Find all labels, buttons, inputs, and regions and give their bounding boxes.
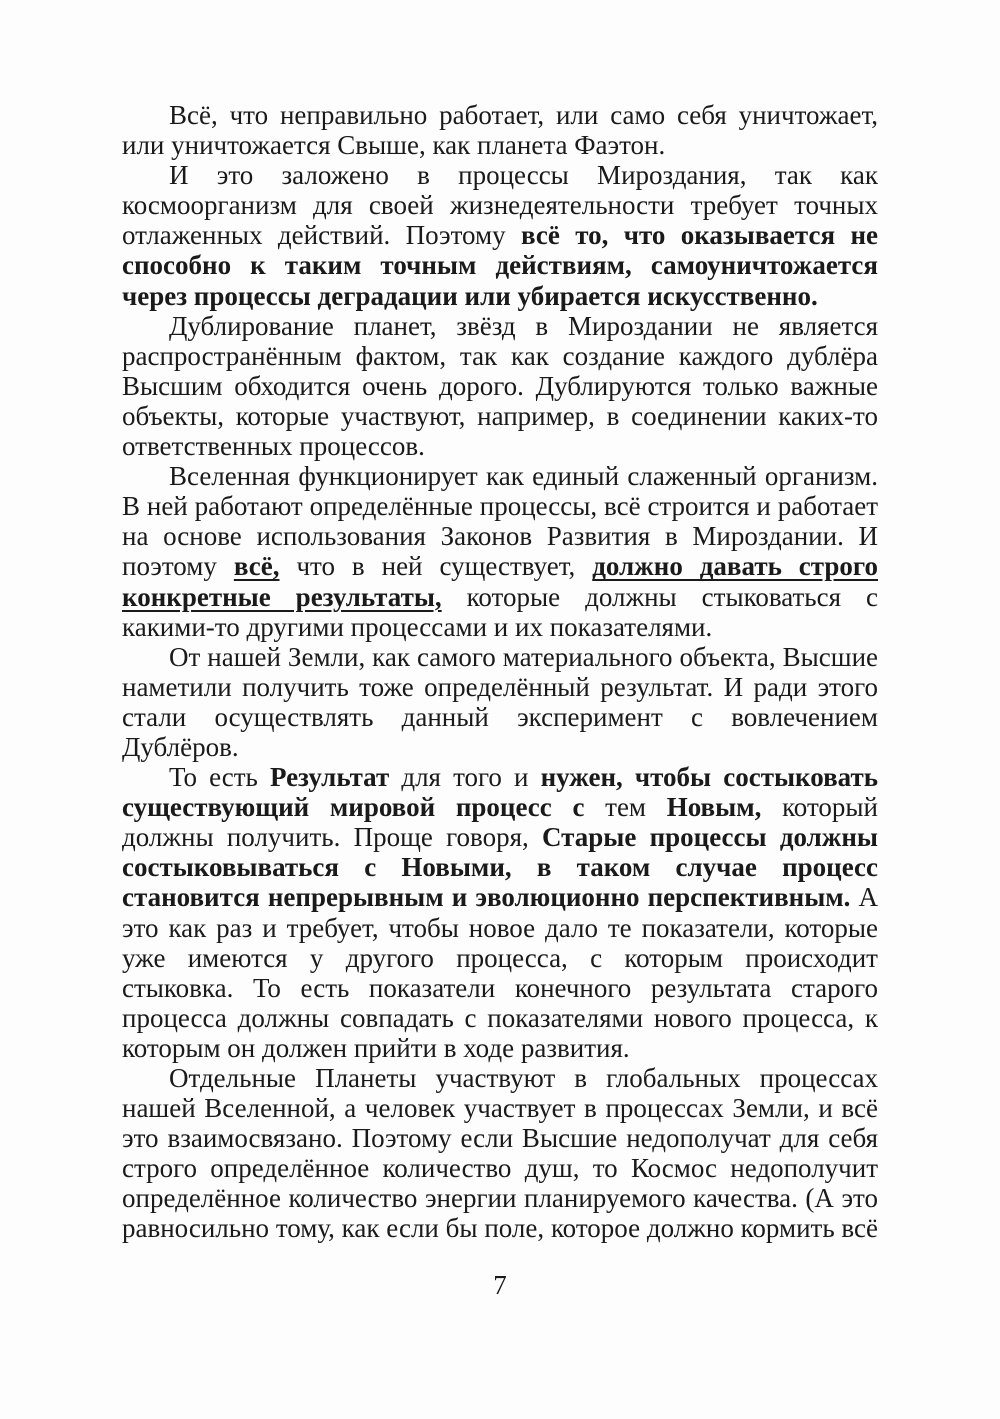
body-text: которые должны стыковаться с [441, 581, 878, 612]
body-text: это взаимосвязано. Поэтому если Высшие недополучат для себя [122, 1123, 878, 1154]
body-text: ответственных процессов. [122, 431, 425, 462]
body-text: или уничтожается Свыше, как планета Фаэтон. [122, 130, 666, 161]
body-text: равносильно тому, как если бы поле, которое должно кормить всё [122, 1213, 878, 1244]
paragraph [122, 1063, 878, 1244]
text-line [122, 1123, 878, 1153]
text-line [122, 882, 878, 912]
page-number: 7 [493, 1269, 507, 1300]
body-text: То есть [169, 762, 270, 793]
text-line [122, 431, 878, 461]
body-text: Высшим обходится очень дорого. Дублируются только важные [122, 370, 878, 401]
body-text: объекты, которые участвуют, например, в соединении каких-то [122, 400, 878, 431]
text-line [122, 401, 878, 431]
emphasized-text: Результат [269, 762, 390, 793]
text-line [122, 852, 878, 882]
text-line [122, 100, 878, 130]
text-line [122, 190, 878, 220]
text-line [122, 612, 878, 642]
text-line [122, 551, 878, 581]
text-line [122, 250, 878, 280]
text-line [122, 1183, 878, 1213]
body-text: В ней работают определённые процессы, всё строится и работает [122, 491, 878, 522]
emphasized-text: конкретные результаты, [122, 581, 442, 612]
text-line [122, 702, 878, 732]
body-text: космоорганизм для своей жизнедеятельности требует точных [122, 190, 878, 221]
body-text: процесса должны совпадать с показателями нового процесса, к [122, 1002, 878, 1033]
body-text: Дублёров. [122, 731, 239, 762]
text-line [122, 792, 878, 822]
body-text: Отдельные Планеты участвуют в глобальных процессах [169, 1063, 878, 1093]
emphasized-text: состыковываться с Новыми, в таком случае процесс [122, 852, 878, 883]
body-text: строго определённое количество душ, то Космос недополучит [122, 1153, 878, 1184]
text-line [122, 762, 878, 792]
text-line [122, 521, 878, 551]
text-line [122, 1003, 878, 1033]
text-line [122, 1063, 878, 1093]
text-line [122, 160, 878, 190]
paragraph [122, 311, 878, 461]
text-line [122, 341, 878, 371]
body-text: для того и [389, 762, 541, 793]
text-line [122, 1213, 878, 1243]
emphasized-text: через процессы деградации или убирается искусственно. [122, 280, 818, 311]
body-text: определённое количество энергии планируемого качества. (А это [122, 1183, 878, 1214]
text-line [122, 220, 878, 250]
body-text: это как раз и требует, чтобы новое дало те показатели, которые [122, 912, 878, 943]
body-text: которым он должен прийти в ходе развития. [122, 1032, 630, 1063]
text-line [122, 582, 878, 612]
text-line [122, 943, 878, 973]
body-text: поэтому [122, 551, 234, 582]
text-line [122, 1093, 878, 1123]
body-text: наметили получить тоже определённый результат. И ради этого [122, 671, 878, 702]
emphasized-text: Старые процессы должны [542, 822, 878, 853]
emphasized-text: всё, [233, 551, 280, 582]
body-text: который [761, 792, 878, 823]
body-text: тем [584, 792, 667, 823]
text-line [122, 461, 878, 491]
emphasized-text: должно давать строго [592, 551, 878, 582]
emphasized-text: нужен, чтобы состыковать [540, 762, 878, 793]
body-text: распространённым фактом, так как создание каждого дублёра [122, 340, 878, 371]
text-line [122, 130, 878, 160]
body-text: стали осуществлять данный эксперимент с вовлечением [122, 701, 878, 732]
text-line [122, 1153, 878, 1183]
text-line [122, 491, 878, 521]
text-line [122, 672, 878, 702]
text-line [122, 642, 878, 672]
body-text: отлаженных действий. Поэтому [122, 220, 521, 251]
body-text: Дублирование планет, звёзд в Мироздании не является [169, 310, 878, 341]
body-text: что в ней существует, [279, 551, 593, 582]
body-text: какими-то другими процессами и их показателями. [122, 611, 713, 642]
emphasized-text: становится непрерывным и эволюционно перспективным. [122, 882, 851, 913]
emphasized-text: Новым, [666, 792, 762, 823]
text-line [122, 973, 878, 1003]
paragraph [122, 762, 878, 1063]
body-text: нашей Вселенной, а человек участвует в процессах Земли, и всё [122, 1093, 878, 1124]
text-line [122, 371, 878, 401]
body-text: И это заложено в процессы Мироздания, так как [169, 160, 878, 191]
text-line [122, 732, 878, 762]
body-text: Вселенная функционирует как единый слаженный организм. [169, 461, 878, 492]
body-text: А [850, 882, 878, 913]
emphasized-text: всё то, что оказывается не [520, 220, 878, 251]
body-text: уже имеются у другого процесса, с которым происходит [122, 942, 878, 973]
text-line [122, 913, 878, 943]
paragraph [122, 100, 878, 160]
body-text: на основе использования Законов Развития в Мироздании. И [122, 521, 878, 552]
paragraph [122, 461, 878, 642]
text-line [122, 311, 878, 341]
emphasized-text: существующий мировой процесс с [122, 792, 585, 823]
body-text: должны получить. Проще говоря, [122, 822, 542, 853]
page-text [122, 100, 878, 1244]
body-text: стыковка. То есть показатели конечного результата старого [122, 972, 878, 1003]
text-line [122, 281, 878, 311]
paragraph [122, 642, 878, 762]
text-line [122, 822, 878, 852]
text-line [122, 1033, 878, 1063]
body-text: От нашей Земли, как самого материального объекта, Высшие [169, 641, 878, 672]
body-text: Всё, что неправильно работает, или само себя уничтожает, [169, 100, 878, 130]
emphasized-text: способно к таким точным действиям, самоуничтожается [122, 250, 878, 281]
paragraph [122, 160, 878, 310]
